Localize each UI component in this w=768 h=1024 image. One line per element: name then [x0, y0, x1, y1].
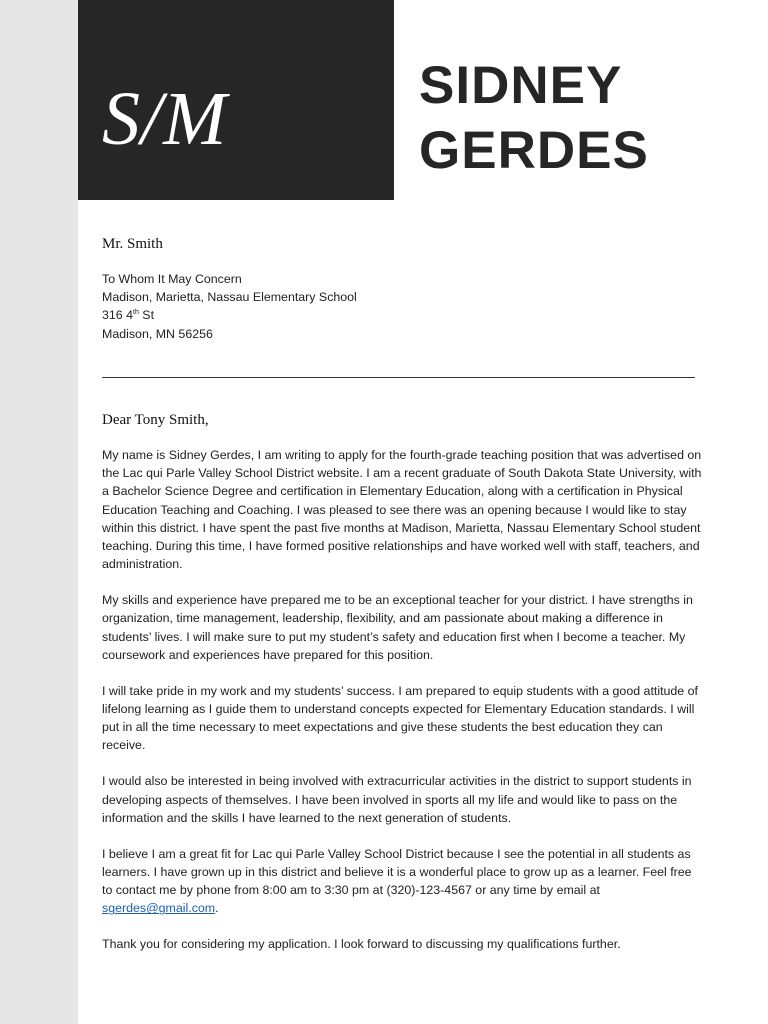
body-paragraph: I would also be interested in being involved with extracurricular activities in the district to support students in developing aspects of themselves. I have been involved in sports all my life and would like to pass on the information and the skills I have learned to the next generation of students.: [102, 774, 692, 825]
recipient-name: Mr. Smith: [102, 236, 163, 252]
contact-text: I believe I am a great fit for Lac qui Parle Valley School District because I see the potential in all students as learners. I have grown up in this district and believe it is a wonderful place to grow up as a learner. Feel free to contact me by phone from 8:00 am to 3:30 pm at (320)-123-4567 or any time by email at: [102, 846, 692, 898]
contact-end: .: [215, 901, 219, 916]
letter-page: [78, 0, 768, 1024]
street-suffix: th: [133, 309, 139, 317]
last-name: GERDES: [419, 121, 649, 180]
address-street: [102, 306, 702, 324]
address-city: Madison, MN 56256: [102, 326, 213, 341]
divider: [102, 377, 695, 378]
monogram-block: [78, 0, 394, 200]
body-paragraph: My skills and experience have prepared me to be an exceptional teacher for your district. I have strengths in organization, time management, leadership, flexibility, and am passionate about making a difference in students’ lives. I will make sure to put my student’s safety and education first when I become a teacher. My coursework and experiences have prepared for this position.: [102, 593, 693, 662]
contact-paragraph: [102, 845, 702, 918]
first-name: SIDNEY: [419, 56, 623, 115]
salutation: Dear Tony Smith,: [102, 412, 209, 428]
body-paragraph: I will take pride in my work and my students’ success. I am prepared to equip students with a good attitude of lifelong learning as I guide them to understand concepts expected for Elementary Education standards. I will put in all the time necessary to meet expectations and give these students the best education they can receive.: [102, 683, 698, 753]
letter-body: [102, 446, 702, 971]
street-number: 316 4: [102, 308, 134, 323]
address-line: Madison, Marietta, Nassau Elementary School: [102, 290, 357, 305]
closing-paragraph: Thank you for considering my application. I look forward to discussing my qualifications further.: [102, 937, 621, 952]
email-link[interactable]: sgerdes@gmail.com: [102, 901, 216, 916]
address-line: To Whom It May Concern: [102, 272, 242, 286]
recipient-address: [102, 270, 702, 343]
monogram: S/M: [102, 77, 228, 161]
body-paragraph: My name is Sidney Gerdes, I am writing to apply for the fourth-grade teaching position that was advertised on the Lac qui Parle Valley School District website. I am a recent graduate of South Dakota State University, with a Bachelor Science Degree and certification in Elementary Education, along with a certification in Physical Education Teaching and Coaching. I was pleased to see there was an opening because I would like to stay within this district. I have spent the past five months at Madison, Marietta, Nassau Elementary School student teaching. During this time, I have formed positive relationships and have worked well with staff, teachers, and administration.: [102, 448, 702, 572]
street-name: St: [138, 308, 155, 323]
